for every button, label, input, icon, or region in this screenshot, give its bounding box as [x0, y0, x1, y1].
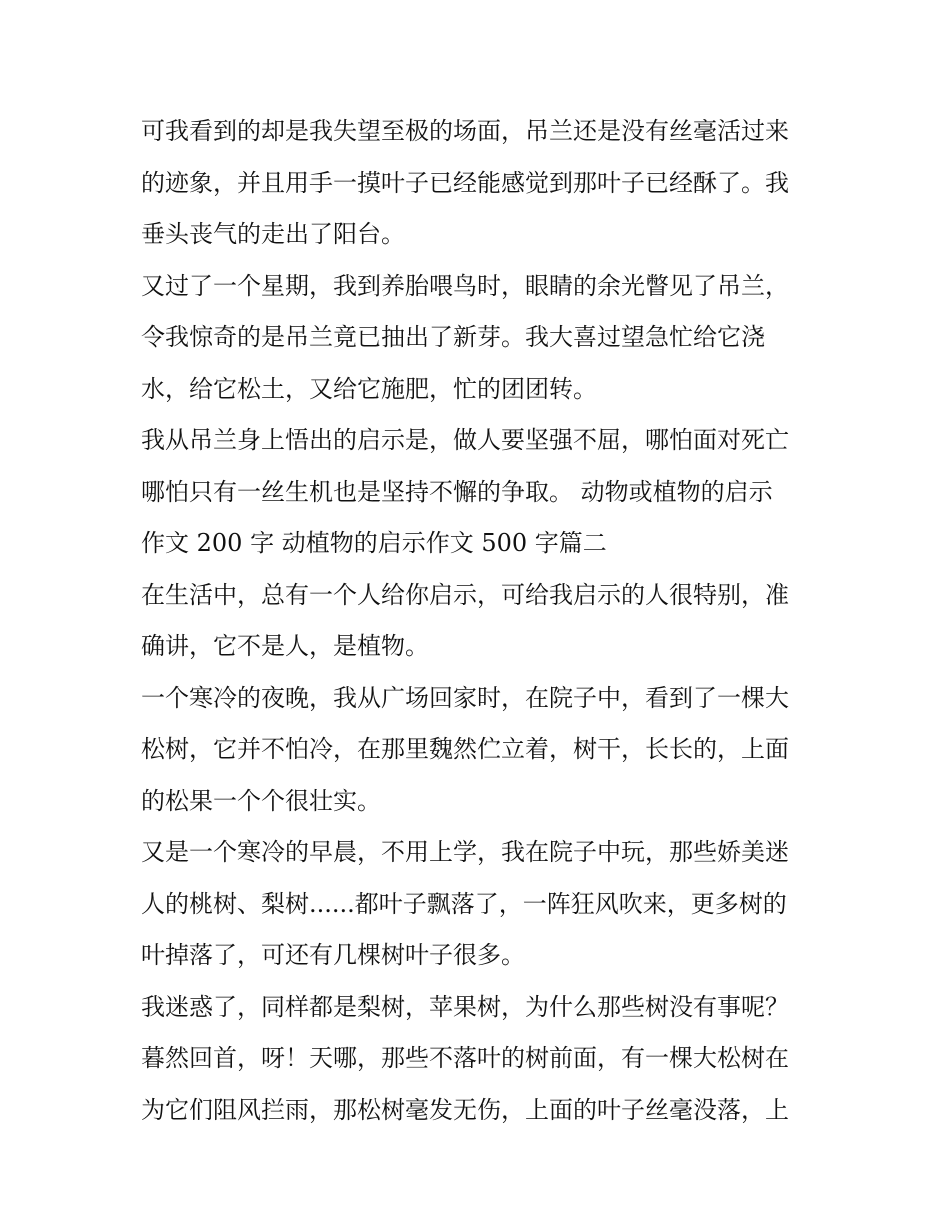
- text-line: 确讲，它不是人，是植物。: [141, 632, 429, 660]
- text-line: 的迹象，并且用手一摸叶子已经能感觉到那叶子已经酥了。我: [141, 168, 789, 197]
- text-line: 作文 200 字 动植物的启示作文 500 字篇二: [141, 529, 607, 557]
- text-line: 又是一个寒冷的早晨，不用上学，我在院子中玩，那些娇美迷: [141, 838, 789, 866]
- text-line: 在生活中，总有一个人给你启示，可给我启示的人很特别，准: [141, 580, 789, 609]
- text-line: 令我惊奇的是吊兰竟已抽出了新芽。我大喜过望急忙给它浇: [141, 323, 765, 351]
- text-line: 垂头丧气的走出了阳台。: [141, 220, 405, 248]
- text-line: 松树，它并不怕冷，在那里魏然伫立着，树干，长长的，上面: [141, 735, 789, 763]
- text-line: 水，给它松土，又给它施肥，忙的团团转。: [141, 374, 597, 403]
- text-line: 可我看到的却是我失望至极的场面，吊兰还是没有丝毫活过来: [141, 117, 789, 145]
- text-line: 我迷惑了，同样都是梨树，苹果树，为什么那些树没有事呢？: [141, 992, 789, 1021]
- text-line: 暮然回首，呀！天哪，那些不落叶的树前面，有一棵大松树在: [141, 1044, 789, 1072]
- text-line: 的松果一个个很壮实。: [141, 786, 381, 815]
- text-line: 我从吊兰身上悟出的启示是，做人要坚强不屈，哪怕面对死亡: [141, 426, 789, 454]
- text-line: 一个寒冷的夜晚，我从广场回家时，在院子中，看到了一棵大: [141, 683, 789, 712]
- text-line: 叶掉落了，可还有几棵树叶子很多。: [141, 941, 525, 969]
- text-line: 又过了一个星期，我到养胎喂鸟时，眼睛的余光瞥见了吊兰，: [141, 271, 789, 300]
- text-line: 哪怕只有一丝生机也是坚持不懈的争取。 动物或植物的启示: [141, 477, 773, 506]
- essay-text: [141, 106, 821, 1136]
- text-line: 为它们阻风拦雨，那松树毫发无伤，上面的叶子丝毫没落，上: [141, 1095, 789, 1124]
- text-line: 人的桃树、梨树......都叶子飘落了，一阵狂风吹来，更多树的: [141, 889, 787, 918]
